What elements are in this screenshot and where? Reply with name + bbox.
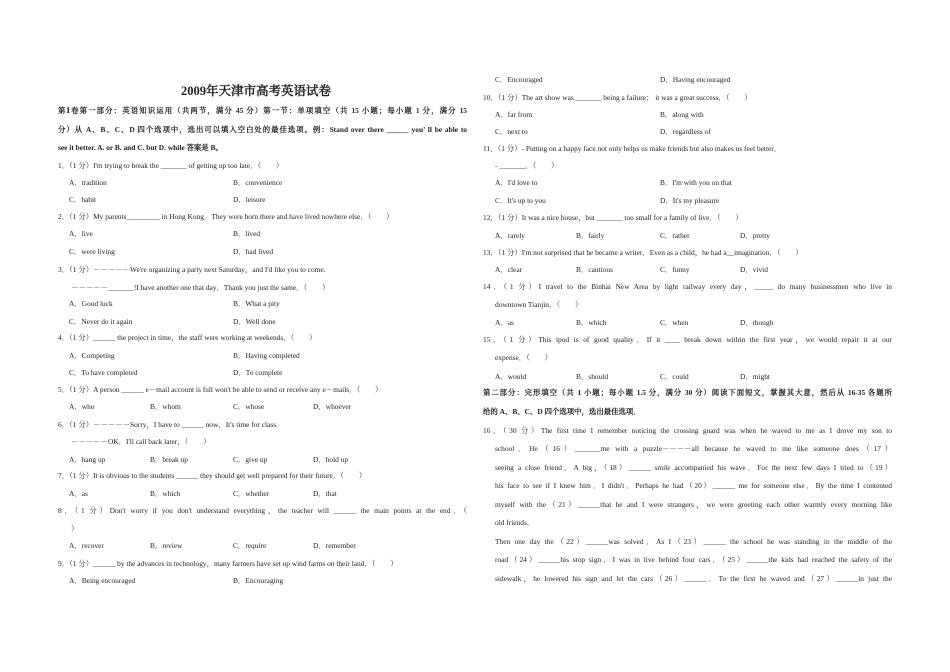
option: C．rather (660, 231, 690, 240)
option: A．live (69, 229, 93, 238)
option: D．vivid (740, 265, 768, 274)
option: C．whose (233, 402, 265, 411)
option: C．Never do it again (69, 317, 133, 326)
option: A．recover (69, 541, 104, 550)
option: B．I'm with you on that (660, 178, 732, 187)
option: D．Having encouraged (660, 75, 731, 84)
question-stem: expense．（ ） (495, 353, 553, 362)
option: A．I'd love to (495, 178, 538, 187)
option: D．had lived (233, 247, 274, 256)
passage-line: 16．（30 分）The first time I remember noticing the crossing guard was when he waved to me as I drove my son to (483, 426, 892, 435)
option: B．Encouraging (233, 576, 284, 585)
option: B．whom (150, 402, 181, 411)
option: C．Encouraged (495, 75, 543, 84)
question-stem: 7．（1 分）It is obvious to the students ______ they should get well prepared for their future．（ ） (58, 471, 367, 480)
question-stem: 5．（1 分）A person ______ e－mail account is full won't be able to send or receive any e－mails．（ ） (58, 385, 383, 394)
option: B．convenience (233, 178, 283, 187)
question-stem: 1．（1 分）I'm trying to break the _______ of getting up too late．（ ） (58, 161, 284, 170)
option: A．Good luck (69, 299, 113, 308)
option: C．require (233, 541, 267, 550)
passage-line: his face to see if I knew him．I didn't．Perhaps he had（20）______ me for someone else．By the time I contented (495, 481, 892, 490)
page-title: 2009年天津市高考英语试卷 (181, 84, 332, 98)
question-stem: 3．（1 分）－－－－－We're organizing a party next Saturday，and I'd like you to come. (58, 265, 326, 274)
question-stem: - _______．（ ） (495, 161, 559, 170)
option: A．Competing (69, 351, 115, 360)
option: D．To complete (233, 368, 283, 377)
passage-line: Then one day the（22）______was solved．As I（23）______ the school he was standing in the middle of the (495, 537, 892, 546)
option: C．next to (495, 127, 528, 136)
passage-line: myself with the（21）______that he and I were strangers，we were greeting each other warmly every morning like (495, 500, 892, 509)
question-stem: 8．（1 分）Don't worry if you don't understand everything，the teacher will ______ the main points at the end．（ (58, 506, 467, 515)
option: C．funny (660, 265, 690, 274)
option: B．Having completed (233, 351, 300, 360)
intro-line: 分）从 A、B、C、D 四个选项中，选出可以填入空白处的最佳选项。例：Stand over there ______ you’ ll be able to (58, 125, 467, 134)
question-stem: 12．（1 分）It was a nice house，but _______ too small for a family of live．（ ） (483, 213, 743, 222)
option: C．when (660, 318, 689, 327)
option: B．What a pity (233, 299, 280, 308)
section-heading-line: 给的 A、B、C、D 四个选项中，选出最佳选项． (483, 407, 641, 416)
option: C．could (660, 372, 689, 381)
question-stem: 9．（1 分）______ by the advances in technology，many farmers have set up wind farms on their land．（ ） (58, 559, 398, 568)
option: D．that (313, 489, 337, 498)
question-stem: 13．（1 分）I'm not surprised that he became a writer．Even as a child，he had a__imagination．（ ） (483, 248, 803, 257)
option: A．far from (495, 110, 533, 119)
option: A．tradition (69, 178, 107, 187)
option: D．pretty (740, 231, 770, 240)
intro-line: see it better. A. or B. and C. but D. while 答案是 B。 (58, 143, 223, 152)
option: D．leisure (233, 195, 266, 204)
question-stem: 14．（1 分）I travel to the Binhai New Area by light railway every day，_____ do many businessmen who live in (483, 282, 892, 291)
passage-line: seeing a close friend．A big，（18）______ smile accompanied his wave．For the next few days I tried to（19） (495, 463, 892, 472)
option: C．whether (233, 489, 270, 498)
option: B．which (576, 318, 607, 327)
passage-line: road（24）______his stop sign．I was in live behind four cars．（25）______the kids had reached the safety of the (495, 555, 892, 564)
option: A．who (69, 402, 95, 411)
option: B．lived (233, 229, 261, 238)
question-stem: 2．（1 分）My parents_________ in Hong Kong．They were born there and have lived nowhere else．（ ） (58, 212, 394, 221)
option: C．habit (69, 195, 97, 204)
option: B．which (150, 489, 181, 498)
option: B．should (576, 372, 609, 381)
option: B．review (150, 541, 183, 550)
option: B．break up (150, 455, 188, 464)
option: B．along with (660, 110, 704, 119)
option: A．rarely (495, 231, 525, 240)
option: D．whoever (313, 402, 352, 411)
option: A．as (69, 489, 88, 498)
question-stem: －－－－－_______!I have another one that day．Thank you just the same．（ ） (71, 283, 330, 292)
option: A．as (495, 318, 514, 327)
option: B．cautious (576, 265, 613, 274)
option: D．Well done (233, 317, 276, 326)
question-stem: downtown Tianjin．（ ） (495, 300, 583, 309)
option: C．were living (69, 247, 115, 256)
option: C．give up (233, 455, 268, 464)
intro-line: 第Ⅰ卷第一部分：英语知识运用（共两节，满分 45 分）第一节：单项填空（共 15 小题；每小题 1 分，满分 15 (58, 106, 467, 115)
option: D．though (740, 318, 774, 327)
option: A．hang up (69, 455, 106, 464)
question-stem: 11．（1 分）- Putting on a happy face not only helps us make friends but also makes us feel better． (483, 144, 782, 153)
question-stem: 15．（1 分）This ipod is of good quality．If it ____ break down within the first year，we would repair it at our (483, 335, 892, 344)
question-stem: 4．（1 分）______ the project in time，the staff were working at weekends．（ ） (58, 333, 317, 342)
option: A．would (495, 372, 527, 381)
option: B．fairly (576, 231, 605, 240)
passage-line: school．He（16）_______me with a puzzle－－－－all because he waved to me like someone does（17） (495, 444, 892, 453)
question-stem: ） (71, 524, 79, 533)
option: C．It's up to you (495, 196, 546, 205)
option: A．Being encouraged (69, 576, 136, 585)
question-stem: 6．（1 分）－－－－－Sorry，I have to ______ now．It's time for class. (58, 420, 278, 429)
section-heading-line: 第二部分：完形填空（共 1 小题；每小题 1.5 分，满分 30 分）阅读下面短文，掌握其大意，然后从 16-35 各题所 (483, 388, 892, 397)
question-stem: 10．（1 分）The art show was _______ being a failure； it was a great success．（ ） (483, 93, 752, 102)
option: D．remember (313, 541, 356, 550)
option: D．It's my pleasure (660, 196, 720, 205)
passage-line: sidewalk，he lowered his sign and let the cars（26）______．To the first he waved and（27）______in just the (495, 574, 892, 583)
question-stem: －－－－－OK．I'll call back later．（ ） (71, 437, 211, 446)
option: C．To have completed (69, 368, 138, 377)
option: A．clear (495, 265, 523, 274)
passage-line: old friends． (495, 518, 535, 527)
option: D．hold up (313, 455, 349, 464)
option: D．regardless of (660, 127, 711, 136)
option: D．might (740, 372, 770, 381)
